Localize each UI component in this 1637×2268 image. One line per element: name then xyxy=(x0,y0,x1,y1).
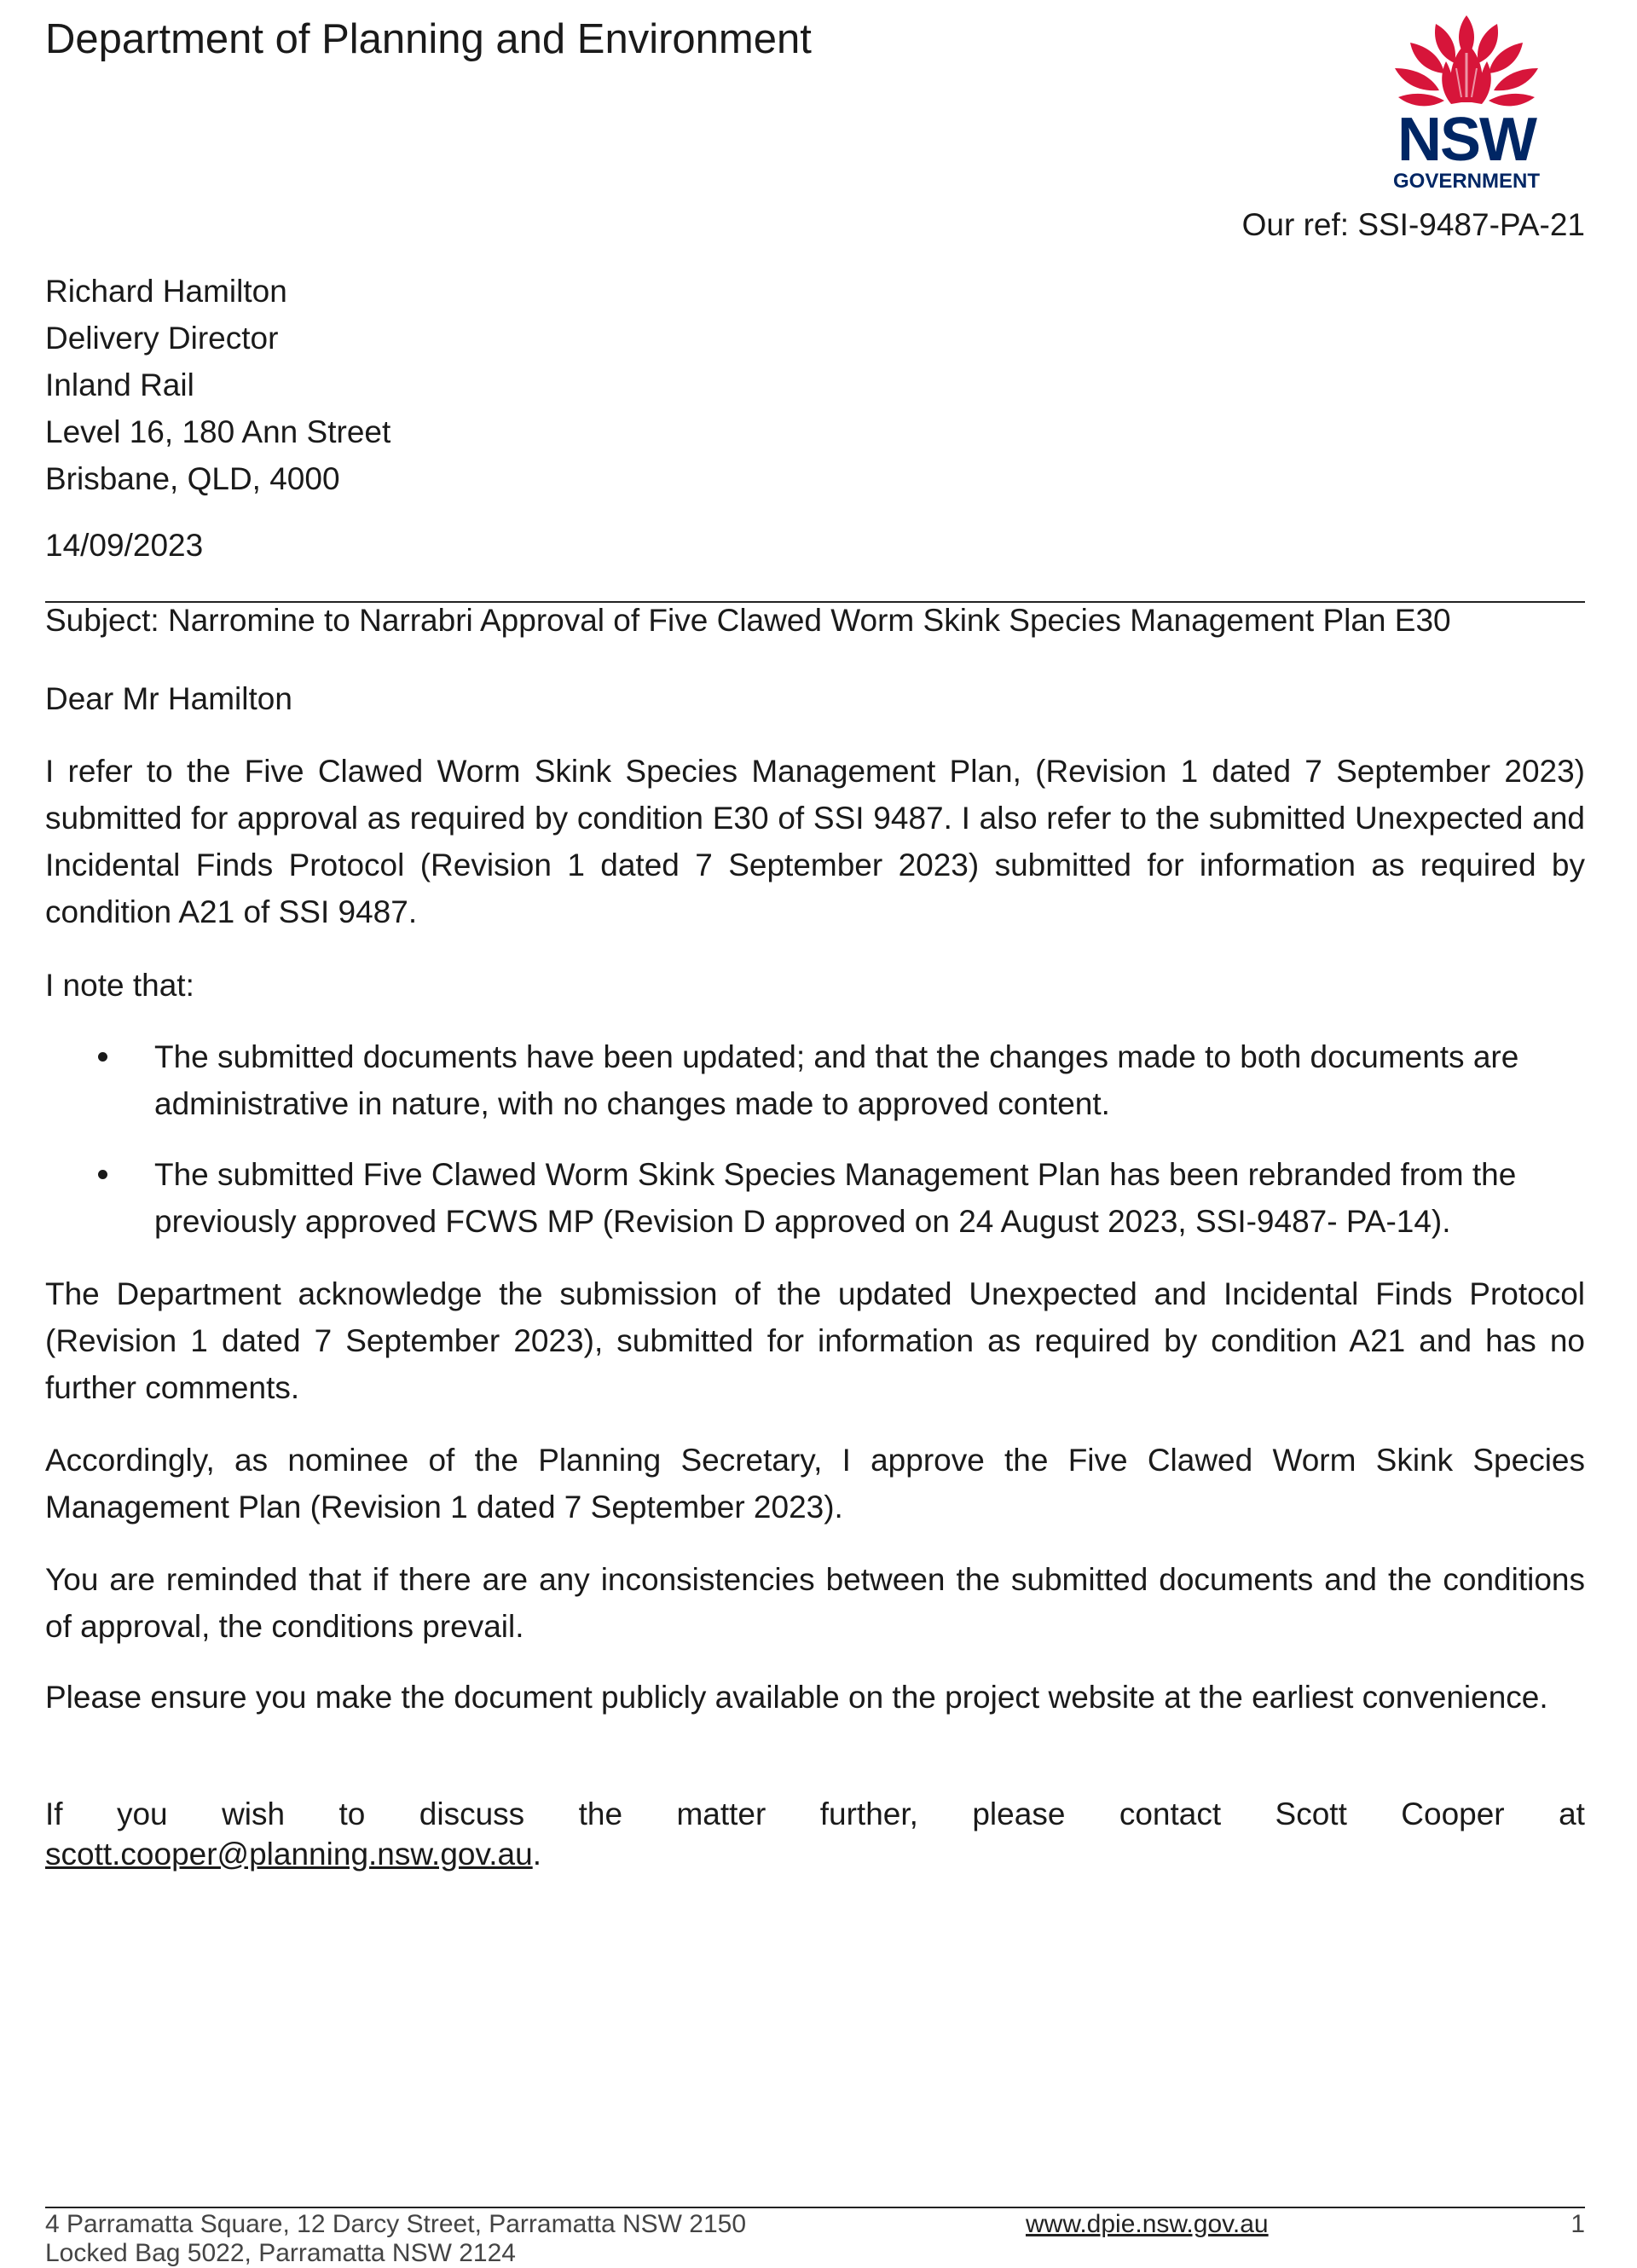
contact-word: wish xyxy=(222,1796,286,1831)
footer-address-line2: Locked Bag 5022, Parramatta NSW 2124 xyxy=(45,2239,516,2267)
paragraph-intro: I refer to the Five Clawed Worm Skink Species Management Plan, (Revision 1 dated 7 September 2023) submitted for approval as required by condition E30 of SSI 9487. I also refer to the submitted Unexpected and Incidental Finds Protocol (Revision 1 dated 7 September 2023) submitted for information as required by condition A21 of SSI 9487. xyxy=(45,754,1585,929)
logo-wordmark: NSW xyxy=(1397,106,1536,174)
paragraph-contact xyxy=(45,1791,1585,1872)
bullet-icon xyxy=(98,1170,107,1179)
contact-word: matter xyxy=(676,1796,766,1831)
recipient-address xyxy=(45,268,1585,502)
contact-word: discuss xyxy=(419,1796,525,1831)
contact-word: please xyxy=(972,1796,1066,1831)
contact-word: you xyxy=(116,1796,168,1831)
page-footer xyxy=(45,2210,1585,2268)
contact-word: at xyxy=(1559,1796,1585,1831)
paragraph-approval: Accordingly, as nominee of the Planning Secretary, I approve the Five Clawed Worm Skink Species Management Plan (Revision 1 dated 7 September 2023). xyxy=(45,1443,1585,1525)
bullet-text: The submitted documents have been updated; and that the changes made to both documents are administrative in nature, with no changes made to approved content. xyxy=(154,1039,1519,1121)
page-number: 1 xyxy=(1570,2210,1585,2238)
recipient-title: Delivery Director xyxy=(45,321,279,356)
paragraph-note-intro: I note that: xyxy=(45,968,194,1003)
contact-word: Scott xyxy=(1275,1796,1347,1831)
contact-end: . xyxy=(532,1837,541,1872)
contact-email-link[interactable]: scott.cooper@planning.nsw.gov.au xyxy=(45,1837,533,1872)
contact-word: to xyxy=(338,1796,366,1831)
bullet-text: The submitted Five Clawed Worm Skink Species Management Plan has been rebranded from the previously approved FCWS MP (Revision D approved on 24 August 2023, SSI-9487- PA-14). xyxy=(154,1157,1517,1239)
note-bullet-list xyxy=(45,1033,1585,1269)
subject-line: Subject: Narromine to Narrabri Approval of Five Clawed Worm Skink Species Management Plan E30 xyxy=(45,603,1451,638)
bullet-icon xyxy=(98,1052,107,1062)
waratah-icon xyxy=(1373,9,1560,196)
letter-date: 14/09/2023 xyxy=(45,528,204,563)
recipient-organisation: Inland Rail xyxy=(45,367,194,402)
footer-address-line1: 4 Parramatta Square, 12 Darcy Street, Parramatta NSW 2150 xyxy=(45,2210,747,2238)
paragraph-acknowledge: The Department acknowledge the submission of the updated Unexpected and Incidental Finds Protocol (Revision 1 dated 7 September 2023), submitted for information as required by condition A21 and has no further comments. xyxy=(45,1276,1585,1405)
paragraph-publish: Please ensure you make the document publicly available on the project website at the earliest convenience. xyxy=(45,1680,1548,1715)
contact-word: Cooper xyxy=(1401,1796,1505,1831)
our-reference: Our ref: SSI-9487-PA-21 xyxy=(1241,207,1585,242)
contact-email-line xyxy=(45,1837,1585,1872)
paragraph-reminder: You are reminded that if there are any inconsistencies between the submitted documents and the conditions of approval, the conditions prevail. xyxy=(45,1562,1585,1644)
footer-website-link[interactable]: www.dpie.nsw.gov.au xyxy=(1026,2210,1269,2238)
department-name: Department of Planning and Environment xyxy=(45,16,812,62)
list-item xyxy=(45,1151,1585,1245)
logo-subtext: GOVERNMENT xyxy=(1392,170,1541,193)
contact-word: contact xyxy=(1119,1796,1222,1831)
contact-word: further, xyxy=(819,1796,918,1831)
list-item xyxy=(45,1033,1585,1127)
contact-word: If xyxy=(45,1796,63,1831)
contact-word: the xyxy=(578,1796,623,1831)
salutation: Dear Mr Hamilton xyxy=(45,681,292,716)
contact-line xyxy=(45,1791,1585,1837)
recipient-city: Brisbane, QLD, 4000 xyxy=(45,461,340,496)
footer-divider xyxy=(45,2207,1585,2208)
nsw-government-logo xyxy=(1373,9,1560,196)
recipient-name: Richard Hamilton xyxy=(45,274,287,309)
recipient-street: Level 16, 180 Ann Street xyxy=(45,414,391,449)
